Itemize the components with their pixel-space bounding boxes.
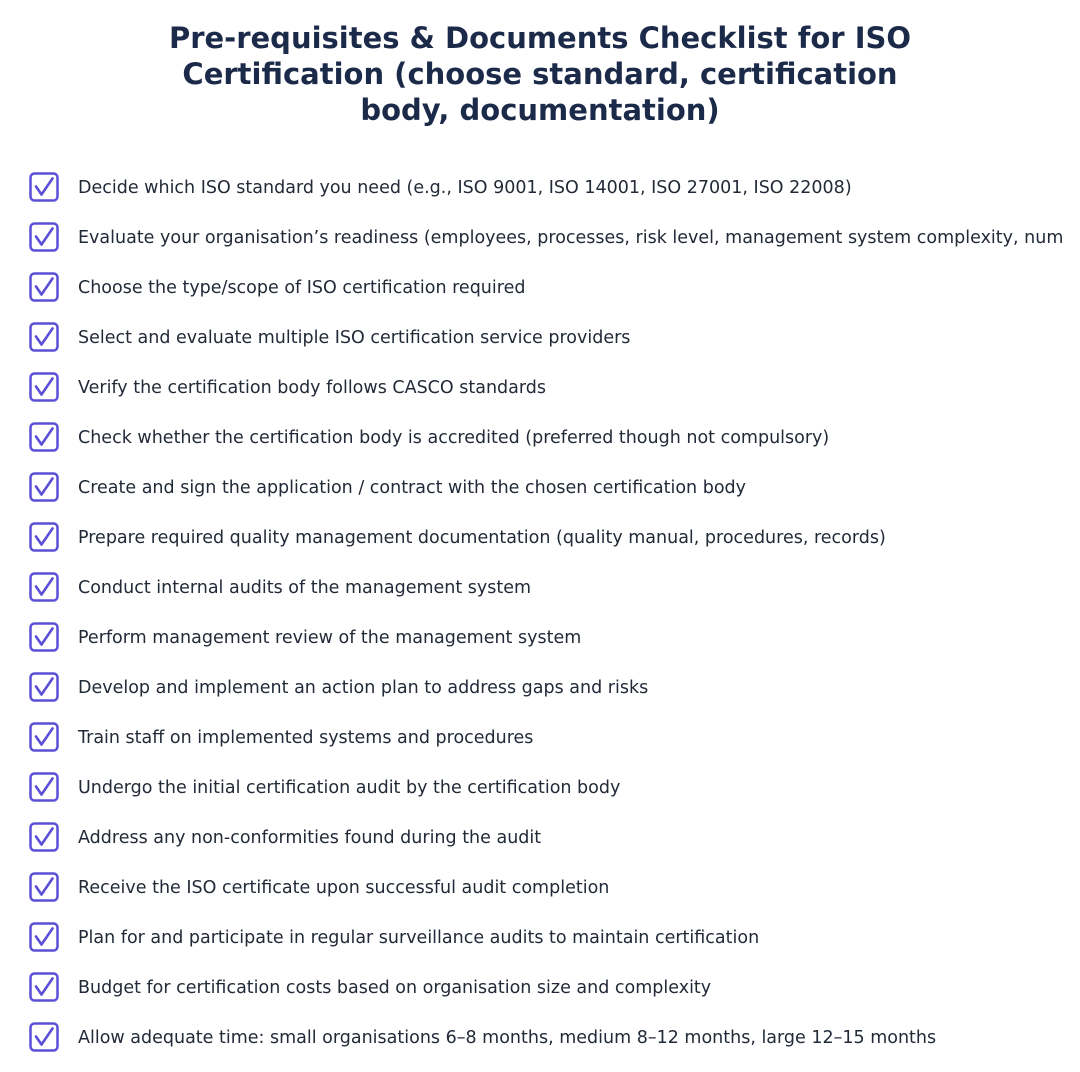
checklist-item-label: Undergo the initial certification audit by the certification body [78,778,621,798]
checklist-item-label: Choose the type/scope of ISO certification required [78,278,526,298]
checked-checkbox-icon[interactable] [29,622,59,652]
checklist-item-label: Conduct internal audits of the management system [78,578,532,598]
checklist-item[interactable] [0,763,1080,813]
checklist-item-label: Check whether the certification body is accredited (preferred though not compulsory) [78,428,830,448]
checked-checkbox-icon[interactable] [29,372,59,402]
checklist-item-label: Plan for and participate in regular surveillance audits to maintain certification [78,928,760,948]
checklist-item[interactable] [0,563,1080,613]
checklist-item[interactable] [0,813,1080,863]
checked-checkbox-icon[interactable] [29,422,59,452]
checked-checkbox-icon[interactable] [29,772,59,802]
checked-checkbox-icon[interactable] [29,822,59,852]
checklist-item[interactable] [0,963,1080,1013]
checked-checkbox-icon[interactable] [29,972,59,1002]
checklist-item-label: Create and sign the application / contract with the chosen certification body [78,478,746,498]
checklist-item[interactable] [0,213,1080,263]
checked-checkbox-icon[interactable] [29,472,59,502]
checklist-item[interactable] [0,613,1080,663]
checked-checkbox-icon[interactable] [29,572,59,602]
checklist-item-label: Perform management review of the management system [78,628,582,648]
checked-checkbox-icon[interactable] [29,172,59,202]
checked-checkbox-icon[interactable] [29,672,59,702]
checked-checkbox-icon[interactable] [29,1022,59,1052]
checked-checkbox-icon[interactable] [29,522,59,552]
checklist-item[interactable] [0,263,1080,313]
checklist-item-label: Decide which ISO standard you need (e.g., ISO 9001, ISO 14001, ISO 27001, ISO 22008) [78,178,852,198]
checklist-item-label: Develop and implement an action plan to address gaps and risks [78,678,649,698]
checklist-item-label: Budget for certification costs based on organisation size and complexity [78,978,712,998]
checklist [0,163,1080,1063]
checklist-item[interactable] [0,163,1080,213]
checklist-item[interactable] [0,1013,1080,1063]
checklist-item[interactable] [0,513,1080,563]
checklist-item[interactable] [0,463,1080,513]
checklist-item-label: Receive the ISO certificate upon successful audit completion [78,878,610,898]
checklist-item[interactable] [0,663,1080,713]
checklist-item-label: Verify the certification body follows CASCO standards [78,378,546,398]
checklist-item[interactable] [0,313,1080,363]
checked-checkbox-icon[interactable] [29,922,59,952]
checklist-item-label: Prepare required quality management documentation (quality manual, procedures, records) [78,528,886,548]
checked-checkbox-icon[interactable] [29,872,59,902]
checklist-item[interactable] [0,913,1080,963]
checklist-item-label: Evaluate your organisation’s readiness (employees, processes, risk level, management system complexity, num [78,228,1064,248]
checklist-item-label: Allow adequate time: small organisations 6–8 months, medium 8–12 months, large 12–15 months [78,1028,937,1048]
checked-checkbox-icon[interactable] [29,322,59,352]
checklist-item-label: Address any non-conformities found during the audit [78,828,542,848]
checked-checkbox-icon[interactable] [29,272,59,302]
checklist-item[interactable] [0,413,1080,463]
checklist-item[interactable] [0,713,1080,763]
checklist-item[interactable] [0,363,1080,413]
checked-checkbox-icon[interactable] [29,222,59,252]
checklist-item-label: Select and evaluate multiple ISO certification service providers [78,328,631,348]
page-title: Pre-requisites & Documents Checklist for ISO Certification (choose standard, certification body, documentation) [168,21,912,127]
checklist-item-label: Train staff on implemented systems and procedures [78,728,534,748]
checked-checkbox-icon[interactable] [29,722,59,752]
checklist-item[interactable] [0,863,1080,913]
